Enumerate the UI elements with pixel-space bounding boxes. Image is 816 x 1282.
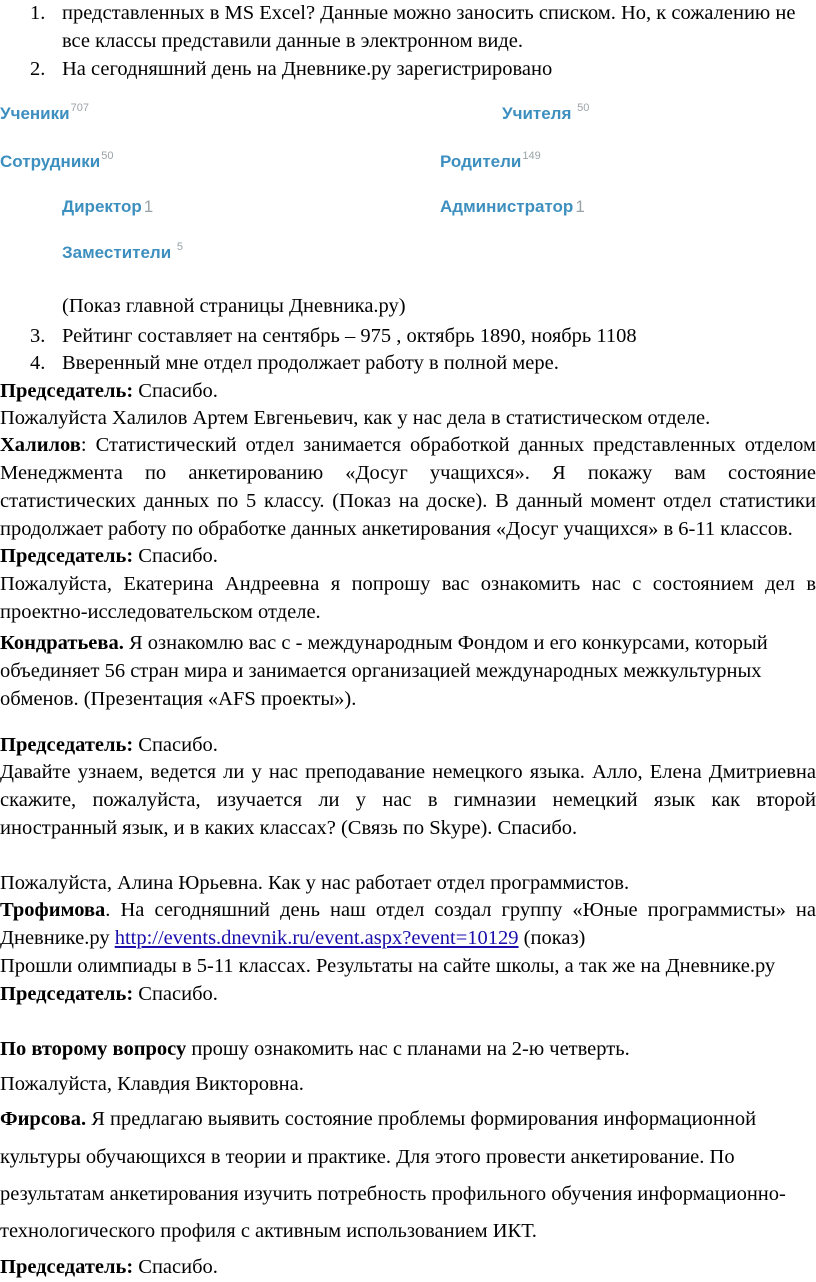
paragraph-line: обменов. (Презентация «AFS проекты»). — [0, 688, 357, 710]
list-item-text: На сегодняшний день на Дневнике.ру зарегистрировано — [62, 58, 553, 80]
list-item-text: Вверенный мне отдел продолжает работу в полной мере. — [62, 352, 559, 374]
paragraph-line: . На сегодняшний день наш отдел создал группу «Юные программисты» на — [105, 899, 816, 921]
paragraph: Прошли олимпиады в 5-11 классах. Результаты на сайте школы, а так же на Дневнике.ру — [0, 955, 776, 977]
speaker-name: Председатель: — [0, 983, 134, 1005]
stat-admin — [440, 197, 585, 217]
paragraph-line: скажите, пожалуйста, изучается ли у нас в гимназии немецкий язык как второй — [0, 789, 816, 811]
stat-label: Учителя — [502, 104, 572, 123]
list-item-text: представленных в MS Excel? Данные можно заносить списком. Но, к сожалению не — [62, 2, 796, 24]
stat-value: 50 — [577, 102, 590, 114]
paragraph-line: статистических данных по 5 классу. (Показ на доске). В данный момент отдел статистики — [0, 490, 816, 512]
paragraph-kondratyeva — [0, 632, 768, 655]
chair-line — [0, 380, 218, 403]
list-item-text: Рейтинг составляет на сентябрь – 975 , октябрь 1890, ноябрь 1108 — [62, 325, 637, 347]
stat-teachers — [502, 102, 589, 124]
paragraph-line: результатам анкетирования изучить потребность профильного обучения информационно- — [0, 1183, 786, 1205]
paragraph-line: объединяет 56 стран мира и занимается организацией международных межкультурных — [0, 660, 762, 682]
stat-value: 149 — [522, 150, 541, 162]
event-link[interactable]: http://events.dnevnik.ru/event.aspx?event=10129 — [114, 927, 519, 949]
chair-line — [0, 1256, 218, 1279]
paragraph-line: технологического профиля с активным использованием ИКТ. — [0, 1220, 537, 1242]
paragraph-second-question — [0, 1038, 630, 1061]
speaker-name: Председатель: — [0, 380, 134, 402]
chair-text: Спасибо. — [138, 380, 218, 402]
stat-label: Администратор — [440, 197, 574, 216]
stat-parents — [440, 150, 541, 172]
paragraph-line: иностранный язык, и в каких классах? (Связь по Skype). Спасибо. — [0, 817, 578, 839]
paragraph-line: Я ознакомлю вас с - международным Фондом и его конкурсами, который — [123, 632, 768, 654]
list-number: 3. — [30, 325, 46, 347]
text: (показ) — [518, 927, 586, 949]
show-note: (Показ главной страницы Дневника.ру) — [62, 295, 406, 317]
paragraph: Пожалуйста Халилов Артем Евгеньевич, как у нас дела в статистическом отделе. — [0, 407, 711, 429]
speaker-name: Председатель: — [0, 734, 134, 756]
stat-value: 707 — [70, 102, 89, 114]
speaker-name: Председатель: — [0, 545, 134, 567]
chair-text: Спасибо. — [138, 983, 218, 1005]
speaker-name: Трофимова — [0, 899, 106, 921]
paragraph-line: : Статистический отдел занимается обработкой данных представленных отделом — [80, 434, 816, 456]
text: прошу ознакомить нас с планами на 2-ю четверть. — [186, 1038, 630, 1060]
stat-label: Родители — [440, 152, 522, 171]
stat-value: 1 — [575, 197, 585, 216]
paragraph-firsova — [0, 1108, 756, 1131]
chair-line — [0, 983, 218, 1006]
stat-label: Сотрудники — [0, 152, 101, 171]
paragraph-line: проектно-исследовательском отделе. — [0, 601, 321, 623]
paragraph-line: Менеджмента по анкетированию «Досуг учащихся». Я покажу вам состояние — [0, 462, 816, 484]
paragraph-line: продолжает работу по обработке данных анкетирования «Досуг учащихся» в 6-11 классов. — [0, 518, 793, 540]
stat-value: 5 — [176, 241, 184, 253]
paragraph-trofimova — [0, 899, 816, 922]
chair-line — [0, 734, 218, 757]
paragraph: Пожалуйста, Клавдия Викторовна. — [0, 1073, 304, 1095]
speaker-name: Халилов — [0, 434, 81, 456]
bold-text: По второму вопросу — [0, 1038, 187, 1060]
stat-director — [62, 197, 153, 217]
paragraph-line: Давайте узнаем, ведется ли у нас преподавание немецкого языка. Алло, Елена Дмитриевна — [0, 761, 816, 783]
speaker-name: Председатель: — [0, 1256, 134, 1278]
stat-label: Заместители — [62, 243, 172, 262]
chair-text: Спасибо. — [138, 545, 218, 567]
stat-value: 1 — [143, 197, 154, 216]
paragraph: Пожалуйста, Алина Юрьевна. Как у нас работает отдел программистов. — [0, 872, 630, 894]
paragraph-line — [0, 927, 585, 950]
list-number: 4. — [30, 352, 46, 374]
paragraph-line: Я предлагаю выявить состояние проблемы формирования информационной — [86, 1108, 757, 1130]
stat-staff — [0, 150, 113, 172]
speaker-name: Фирсова. — [0, 1108, 87, 1130]
stat-value: 50 — [101, 150, 114, 162]
list-number: 2. — [30, 58, 46, 80]
chair-text: Спасибо. — [138, 1256, 218, 1278]
list-item-text: все классы представили данные в электронном виде. — [62, 30, 524, 52]
stat-label: Ученики — [0, 104, 70, 123]
chair-line — [0, 545, 218, 568]
paragraph-line: Пожалуйста, Екатерина Андреевна я попрошу вас ознакомить нас с состоянием дел в — [0, 573, 816, 595]
text: Дневнике.ру — [0, 927, 115, 949]
paragraph-khalilov — [0, 434, 816, 457]
stat-students — [0, 102, 89, 124]
stat-deputies — [62, 241, 183, 263]
stat-label: Директор — [62, 197, 142, 216]
list-number: 1. — [30, 2, 46, 24]
chair-text: Спасибо. — [138, 734, 218, 756]
paragraph-line: культуры обучающихся в теории и практике. Для этого провести анкетирование. По — [0, 1146, 735, 1168]
speaker-name: Кондратьева. — [0, 632, 124, 654]
